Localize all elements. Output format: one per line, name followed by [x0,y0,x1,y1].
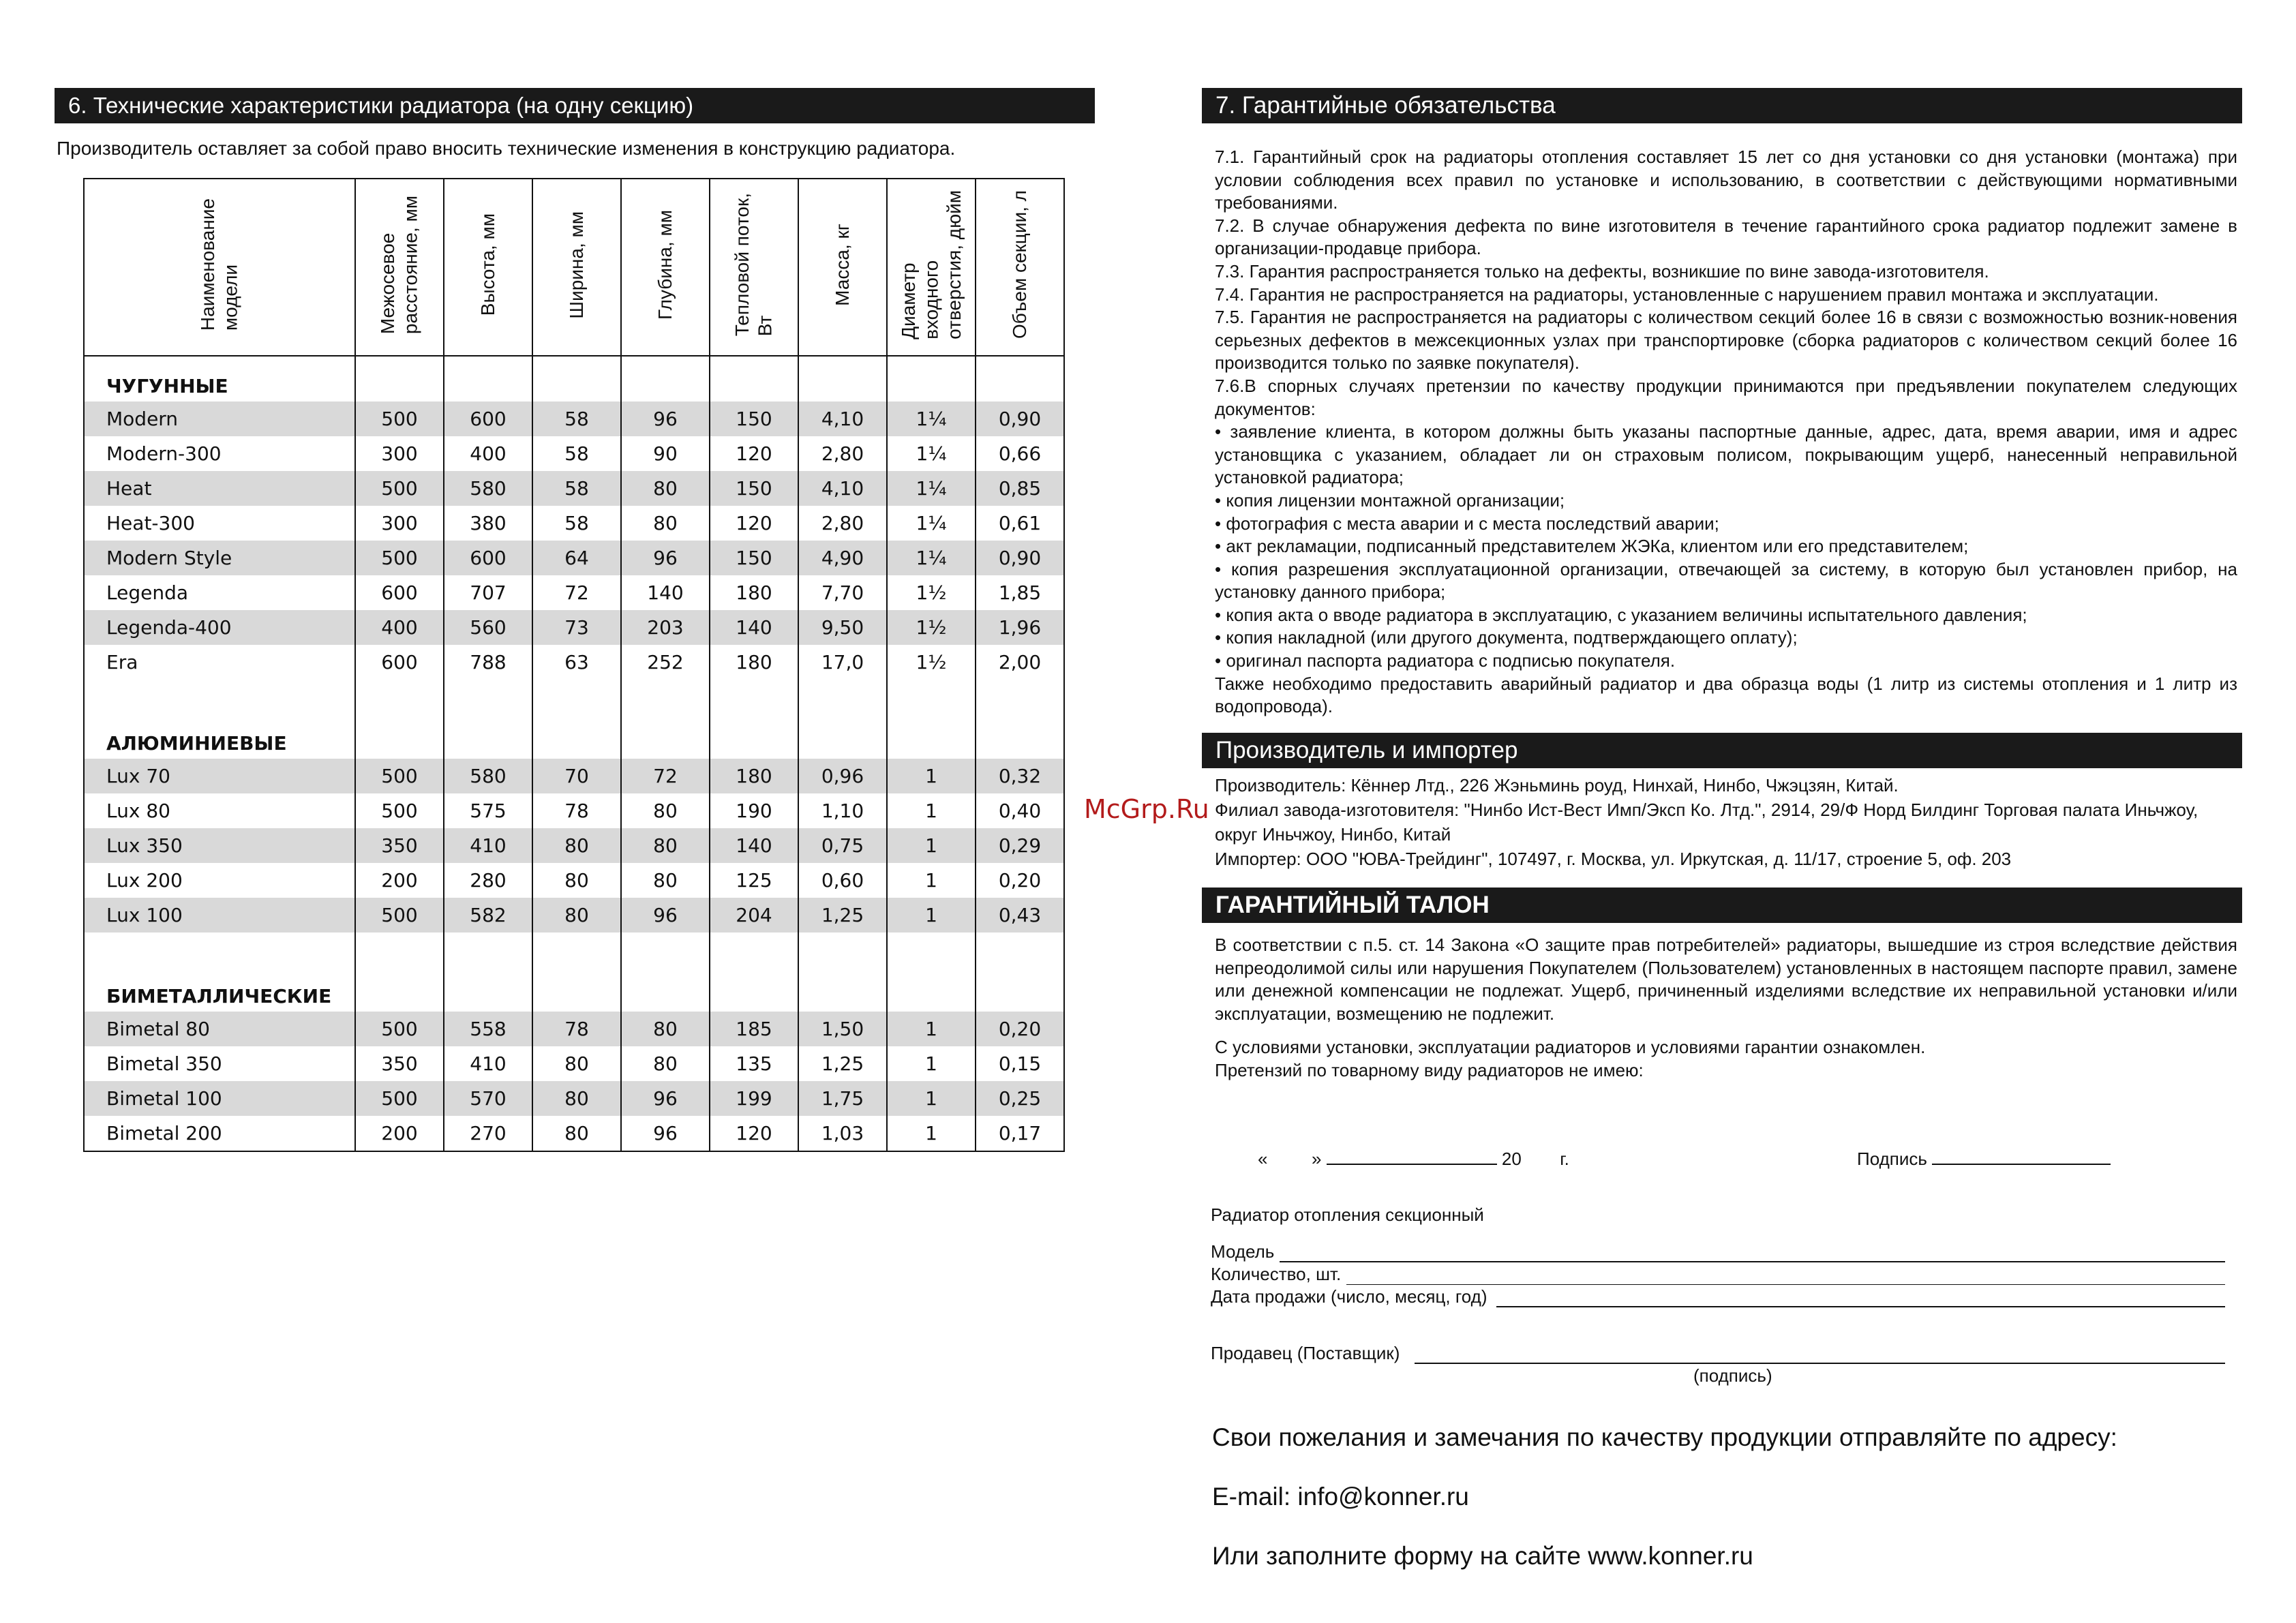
producer-line: Производитель: Кённер Лтд., 226 Жэньминь роуд, Нинхай, Нинбо, Чжэцзян, Китай. [1215,775,1899,795]
value-cell: 150 [710,541,798,575]
value-cell: 0,90 [976,541,1064,575]
feedback-website[interactable]: Или заполните форму на сайте www.konner.ru [1212,1542,1753,1570]
value-cell: 270 [444,1116,532,1151]
category-label: АЛЮМИНИЕВЫЕ [84,680,355,759]
empty-cell [976,932,1064,1012]
value-cell: 410 [444,828,532,863]
value-cell: 0,20 [976,1012,1064,1046]
empty-cell [621,356,710,401]
value-cell: 500 [355,471,444,506]
value-cell: 180 [710,759,798,793]
table-row [84,1081,1064,1116]
value-cell: 252 [621,645,710,680]
sale-date-field[interactable]: Дата продажи (число, месяц, год) [1211,1286,2225,1307]
model-name-cell: Modern-300 [84,436,355,471]
value-cell: 0,32 [976,759,1064,793]
value-cell: 140 [710,828,798,863]
value-cell: 4,10 [798,401,887,436]
column-header: Объем секции, л [976,179,1064,356]
warranty-paragraph: • копия акта о вводе радиатора в эксплуатацию, с указанием величины испытательного давления; [1215,604,2027,625]
value-cell: 1 [887,1046,976,1081]
value-cell: 80 [532,898,621,932]
value-cell: 1 [887,1012,976,1046]
value-cell: 600 [355,575,444,610]
value-cell: 78 [532,1012,621,1046]
value-cell: 180 [710,645,798,680]
empty-cell [532,932,621,1012]
value-cell: 2,00 [976,645,1064,680]
empty-cell [887,932,976,1012]
value-cell: 204 [710,898,798,932]
value-cell: 120 [710,506,798,541]
model-field[interactable]: Модель [1211,1241,2225,1262]
value-cell: 1¼ [887,436,976,471]
value-cell: 72 [621,759,710,793]
model-name-cell: Bimetal 200 [84,1116,355,1151]
value-cell: 203 [621,610,710,645]
value-cell: 80 [621,793,710,828]
empty-cell [798,356,887,401]
value-cell: 350 [355,1046,444,1081]
value-cell: 9,50 [798,610,887,645]
value-cell: 0,40 [976,793,1064,828]
model-name-cell: Era [84,645,355,680]
empty-cell [798,932,887,1012]
empty-cell [444,680,532,759]
value-cell: 0,29 [976,828,1064,863]
spec-table [83,178,1065,1152]
value-cell: 0,20 [976,863,1064,898]
model-name-cell: Heat-300 [84,506,355,541]
value-cell: 1,03 [798,1116,887,1151]
value-cell: 580 [444,471,532,506]
table-row [84,471,1064,506]
value-cell: 1 [887,898,976,932]
signature-field[interactable]: Подпись [1857,1149,2111,1170]
value-cell: 96 [621,1081,710,1116]
value-cell: 1 [887,863,976,898]
column-header: Масса, кг [798,179,887,356]
warranty-paragraph: • акт рекламации, подписанный представителем ЖЭКа, клиентом или его представителем; [1215,536,1969,557]
column-header: Глубина, мм [621,179,710,356]
value-cell: 1 [887,1116,976,1151]
value-cell: 140 [621,575,710,610]
value-cell: 1¼ [887,471,976,506]
table-row [84,506,1064,541]
value-cell: 582 [444,898,532,932]
empty-cell [355,356,444,401]
empty-cell [887,680,976,759]
value-cell: 0,25 [976,1081,1064,1116]
warranty-paragraph: 7.1. Гарантийный срок на радиаторы отопления составляет 15 лет со дня установки со дня установки (монтажа) при условии соблюдения всех правил по установке и использованию, в соответствии с действующими нормативными требованиями. [1215,147,2237,213]
date-field[interactable]: « » 20 г. [1258,1149,1569,1169]
value-cell: 2,80 [798,436,887,471]
table-row [84,1046,1064,1081]
table-row [84,436,1064,471]
warranty-paragraph: Также необходимо предоставить аварийный радиатор и два образца воды (1 литр из системы отопления и 1 литр из водопровода). [1215,673,2237,717]
value-cell: 96 [621,541,710,575]
value-cell: 73 [532,610,621,645]
value-cell: 570 [444,1081,532,1116]
sign-hint: (подпись) [1693,1365,1772,1386]
warranty-paragraph: • копия лицензии монтажной организации; [1215,489,1565,511]
value-cell: 400 [444,436,532,471]
empty-cell [710,932,798,1012]
coupon-section-title: ГАРАНТИЙНЫЙ ТАЛОН [1202,888,2242,923]
table-row [84,575,1064,610]
empty-cell [444,932,532,1012]
value-cell: 0,85 [976,471,1064,506]
value-cell: 4,90 [798,541,887,575]
value-cell: 58 [532,401,621,436]
value-cell: 1 [887,828,976,863]
model-name-cell: Lux 80 [84,793,355,828]
radiator-label: Радиатор отопления секционный [1211,1204,1484,1225]
value-cell: 788 [444,645,532,680]
value-cell: 1,85 [976,575,1064,610]
empty-cell [621,680,710,759]
value-cell: 150 [710,401,798,436]
category-row [84,356,1064,401]
column-header: Межосевое расстояние, мм [355,179,444,356]
value-cell: 0,43 [976,898,1064,932]
value-cell: 125 [710,863,798,898]
coupon-text: В соответствии с п.5. ст. 14 Закона «О защите прав потребителей» радиаторы, вышедшие из строя вследствие действия непреодолимой силы или нарушения Покупателем (Пользователем) установленных в настоящем паспорте правил, замене или денежной компенсации не подлежат. Ущерб, причиненный изделиями вследствие их неправильной установки и/или эксплуатации, возмещению не подлежит. [1215,935,2237,1024]
value-cell: 350 [355,828,444,863]
watermark: McGrp.Ru [1084,794,1209,824]
category-row [84,680,1064,759]
value-cell: 185 [710,1012,798,1046]
table-row [84,401,1064,436]
value-cell: 4,10 [798,471,887,506]
model-name-cell: Bimetal 80 [84,1012,355,1046]
warranty-paragraph: • заявление клиента, в котором должны быть указаны паспортные данные, адрес, дата, время аварии, имя и адрес установщика с указанием, обладает ли он страховым полисом, покрывающим ущерб, нанесенный неправильной установкой радиатора; [1215,421,2237,488]
value-cell: 1½ [887,575,976,610]
table-row [84,541,1064,575]
feedback-block [1212,1408,2117,1586]
value-cell: 1,96 [976,610,1064,645]
empty-cell [621,932,710,1012]
warranty-paragraph: 7.3. Гарантия распространяется только на дефекты, возникшие по вине завода-изготовителя. [1215,260,1989,282]
seller-field[interactable]: Продавец (Поставщик) [1211,1343,2225,1364]
value-cell: 500 [355,541,444,575]
value-cell: 80 [621,863,710,898]
model-name-cell: Bimetal 350 [84,1046,355,1081]
value-cell: 0,90 [976,401,1064,436]
value-cell: 96 [621,1116,710,1151]
spec-table-body [84,356,1064,1151]
warranty-paragraph: • оригинал паспорта радиатора с подписью покупателя. [1215,650,1676,671]
value-cell: 96 [621,401,710,436]
value-cell: 400 [355,610,444,645]
value-cell: 500 [355,1081,444,1116]
empty-cell [887,356,976,401]
column-header: Высота, мм [444,179,532,356]
column-header: Ширина, мм [532,179,621,356]
table-row [84,828,1064,863]
value-cell: 80 [532,863,621,898]
category-label: БИМЕТАЛЛИЧЕСКИЕ [84,932,355,1012]
value-cell: 1¼ [887,401,976,436]
feedback-line: Свои пожелания и замечания по качеству продукции отправляйте по адресу: [1212,1423,2117,1451]
value-cell: 1,25 [798,1046,887,1081]
model-name-cell: Lux 100 [84,898,355,932]
warranty-paragraph: 7.2. В случае обнаружения дефекта по вине изготовителя в течение гарантийного срока радиатор подлежит замене в организации-продавце прибора. [1215,215,2237,259]
value-cell: 560 [444,610,532,645]
value-cell: 0,61 [976,506,1064,541]
value-cell: 120 [710,436,798,471]
value-cell: 80 [532,1081,621,1116]
value-cell: 1½ [887,645,976,680]
empty-cell [355,932,444,1012]
empty-cell [532,680,621,759]
value-cell: 500 [355,793,444,828]
value-cell: 80 [532,828,621,863]
value-cell: 64 [532,541,621,575]
table-row [84,1116,1064,1151]
value-cell: 500 [355,759,444,793]
value-cell: 78 [532,793,621,828]
value-cell: 1,10 [798,793,887,828]
value-cell: 707 [444,575,532,610]
manufacturer-section-title: Производитель и импортер [1202,733,2242,768]
warranty-paragraph: 7.5. Гарантия не распространяется на радиаторы с количеством секций более 16 в связи с возможностью возник-новения серьезных дефектов в межсекционных узлах при транспортировке (сборка радиаторов с количеством секций более 16 производится только по заявке покупателя). [1215,307,2237,374]
warranty-section-title: 7. Гарантийные обязательства [1202,88,2242,123]
value-cell: 80 [621,471,710,506]
value-cell: 190 [710,793,798,828]
value-cell: 600 [355,645,444,680]
warranty-paragraph: 7.6.В спорных случаях претензии по качеству продукции принимаются при предъявлении покупателем следующих документов: [1215,375,2237,419]
value-cell: 300 [355,506,444,541]
value-cell: 80 [621,1046,710,1081]
value-cell: 63 [532,645,621,680]
empty-cell [976,356,1064,401]
value-cell: 0,17 [976,1116,1064,1151]
value-cell: 1 [887,793,976,828]
model-name-cell: Modern [84,401,355,436]
value-cell: 0,75 [798,828,887,863]
quantity-field[interactable]: Количество, шт. [1211,1264,2225,1285]
value-cell: 0,96 [798,759,887,793]
column-header: Тепловой поток, Вт [710,179,798,356]
value-cell: 2,80 [798,506,887,541]
value-cell: 135 [710,1046,798,1081]
empty-cell [798,680,887,759]
value-cell: 90 [621,436,710,471]
value-cell: 1,75 [798,1081,887,1116]
value-cell: 1½ [887,610,976,645]
category-row [84,932,1064,1012]
value-cell: 58 [532,506,621,541]
value-cell: 1,25 [798,898,887,932]
value-cell: 300 [355,436,444,471]
table-row [84,863,1064,898]
value-cell: 1¼ [887,541,976,575]
warranty-paragraph: 7.4. Гарантия не распространяется на радиаторы, установленные с нарушением правил монтажа и эксплуатации. [1215,284,2159,305]
value-cell: 70 [532,759,621,793]
value-cell: 0,60 [798,863,887,898]
importer-line: Импортер: ООО "ЮВА-Трейдинг", 107497, г. Москва, ул. Иркутская, д. 11/17, строение 5, оф. 203 [1215,849,2012,869]
warranty-paragraph: • фотография с места аварии и с места последствий аварии; [1215,513,1719,534]
value-cell: 280 [444,863,532,898]
table-row [84,610,1064,645]
empty-cell [355,680,444,759]
value-cell: 600 [444,541,532,575]
table-row [84,898,1064,932]
category-label: ЧУГУННЫЕ [84,356,355,401]
value-cell: 500 [355,1012,444,1046]
value-cell: 150 [710,471,798,506]
value-cell: 7,70 [798,575,887,610]
empty-cell [976,680,1064,759]
value-cell: 410 [444,1046,532,1081]
value-cell: 80 [621,506,710,541]
spec-section-title: 6. Технические характеристики радиатора (на одну секцию) [55,88,1095,123]
value-cell: 575 [444,793,532,828]
feedback-email[interactable]: E-mail: info@konner.ru [1212,1483,1469,1511]
model-name-cell: Heat [84,471,355,506]
value-cell: 120 [710,1116,798,1151]
column-header: Диаметр входного отверстия, дюйм [887,179,976,356]
value-cell: 80 [621,828,710,863]
table-row [84,759,1064,793]
value-cell: 80 [532,1116,621,1151]
value-cell: 580 [444,759,532,793]
value-cell: 96 [621,898,710,932]
table-row [84,1012,1064,1046]
value-cell: 600 [444,401,532,436]
spec-table-header [84,179,1064,356]
value-cell: 199 [710,1081,798,1116]
model-name-cell: Legenda-400 [84,610,355,645]
value-cell: 0,66 [976,436,1064,471]
value-cell: 140 [710,610,798,645]
warranty-paragraph: • копия разрешения эксплуатационной организации, отвечающей за систему, в которую был установлен прибор, на установку данного прибора; [1215,558,2237,603]
coupon-agreement: С условиями установки, эксплуатации радиаторов и условиями гарантии ознакомлен. Претензий по товарному виду радиаторов не имею: [1215,1037,1926,1080]
empty-cell [710,680,798,759]
value-cell: 58 [532,436,621,471]
warranty-text [1215,146,2237,718]
model-name-cell: Legenda [84,575,355,610]
empty-cell [532,356,621,401]
model-name-cell: Lux 70 [84,759,355,793]
value-cell: 180 [710,575,798,610]
value-cell: 80 [532,1046,621,1081]
value-cell: 500 [355,898,444,932]
branch-line: Филиал завода-изготовителя: "Нинбо Ист-Вест Имп/Эксп Ко. Лтд.", 2914, 29/Ф Норд Билдинг Торговая палата Иньчжоу, округ Иньчжоу, Нинбо, Китай [1215,800,2199,845]
value-cell: 80 [621,1012,710,1046]
manufacturer-text [1215,773,2237,871]
value-cell: 1 [887,759,976,793]
model-name-cell: Modern Style [84,541,355,575]
value-cell: 558 [444,1012,532,1046]
column-header: Наименование модели [84,179,355,356]
value-cell: 17,0 [798,645,887,680]
spec-note: Производитель оставляет за собой право вносить технические изменения в конструкцию радиатора. [57,138,956,159]
model-name-cell: Bimetal 100 [84,1081,355,1116]
value-cell: 72 [532,575,621,610]
value-cell: 0,15 [976,1046,1064,1081]
model-name-cell: Lux 200 [84,863,355,898]
empty-cell [710,356,798,401]
value-cell: 500 [355,401,444,436]
value-cell: 58 [532,471,621,506]
value-cell: 200 [355,863,444,898]
empty-cell [444,356,532,401]
value-cell: 380 [444,506,532,541]
model-name-cell: Lux 350 [84,828,355,863]
value-cell: 1,50 [798,1012,887,1046]
table-row [84,793,1064,828]
table-row [84,645,1064,680]
warranty-paragraph: • копия накладной (или другого документа, подтверждающего оплату); [1215,627,1798,648]
value-cell: 1¼ [887,506,976,541]
value-cell: 1 [887,1081,976,1116]
value-cell: 200 [355,1116,444,1151]
